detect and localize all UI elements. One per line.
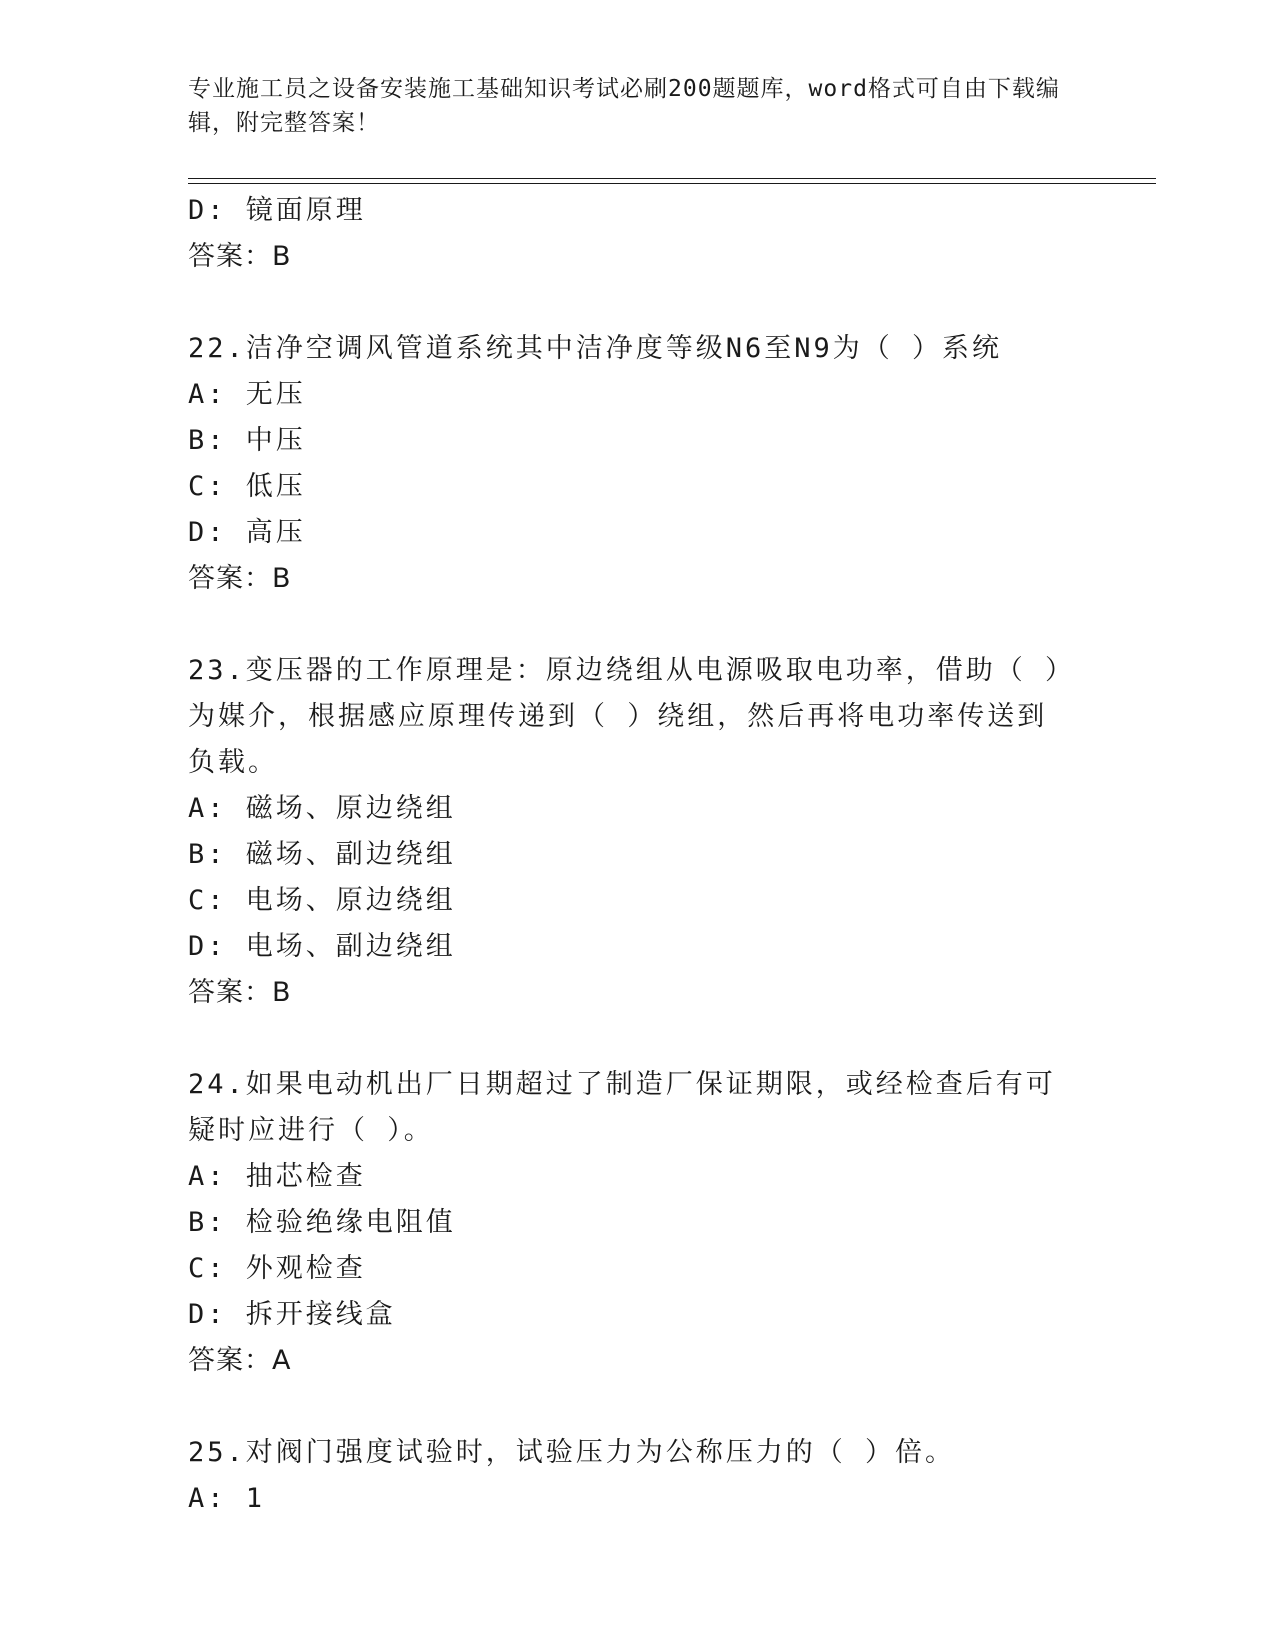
answer-line: 答案：B — [188, 563, 292, 594]
question-stem: 22.洁净空调风管道系统其中洁净度等级N6至N9为（ ）系统 — [188, 333, 1003, 364]
header-divider — [188, 178, 1156, 184]
page-header: 专业施工员之设备安装施工基础知识考试必刷200题题库，word格式可自由下载编辑，附完整答案！ — [188, 76, 1060, 136]
question-24 — [188, 1062, 1088, 1384]
option-a: A: 1 — [188, 1483, 266, 1514]
answer-line: 答案：B — [188, 241, 292, 272]
option-b: B: 检验绝缘电阻值 — [188, 1207, 456, 1238]
answer-line: 答案：A — [188, 1345, 292, 1376]
option-c: C: 电场、原边绕组 — [188, 885, 456, 916]
question-23 — [188, 648, 1088, 1016]
option-d: D: 镜面原理 — [188, 195, 366, 226]
option-a: A: 抽芯检查 — [188, 1161, 366, 1192]
option-d: D: 拆开接线盒 — [188, 1299, 396, 1330]
option-d: D: 电场、副边绕组 — [188, 931, 456, 962]
question-list — [188, 188, 1088, 1522]
question-stem: 25.对阀门强度试验时，试验压力为公称压力的（ ）倍。 — [188, 1437, 956, 1468]
question-25 — [188, 1430, 1088, 1522]
question-stem: 23.变压器的工作原理是：原边绕组从电源吸取电功率，借助（ ）为媒介，根据感应原理传递到（ ）绕组，然后再将电功率传送到负载。 — [188, 655, 1062, 778]
question-22 — [188, 326, 1088, 602]
option-d: D: 高压 — [188, 517, 306, 548]
option-a: A: 磁场、原边绕组 — [188, 793, 456, 824]
option-b: B: 磁场、副边绕组 — [188, 839, 456, 870]
question-stem: 24.如果电动机出厂日期超过了制造厂保证期限，或经检查后有可疑时应进行（ ）。 — [188, 1069, 1056, 1146]
option-a: A: 无压 — [188, 379, 306, 410]
option-c: C: 外观检查 — [188, 1253, 366, 1284]
option-b: B: 中压 — [188, 425, 306, 456]
answer-line: 答案：B — [188, 977, 292, 1008]
option-c: C: 低压 — [188, 471, 306, 502]
